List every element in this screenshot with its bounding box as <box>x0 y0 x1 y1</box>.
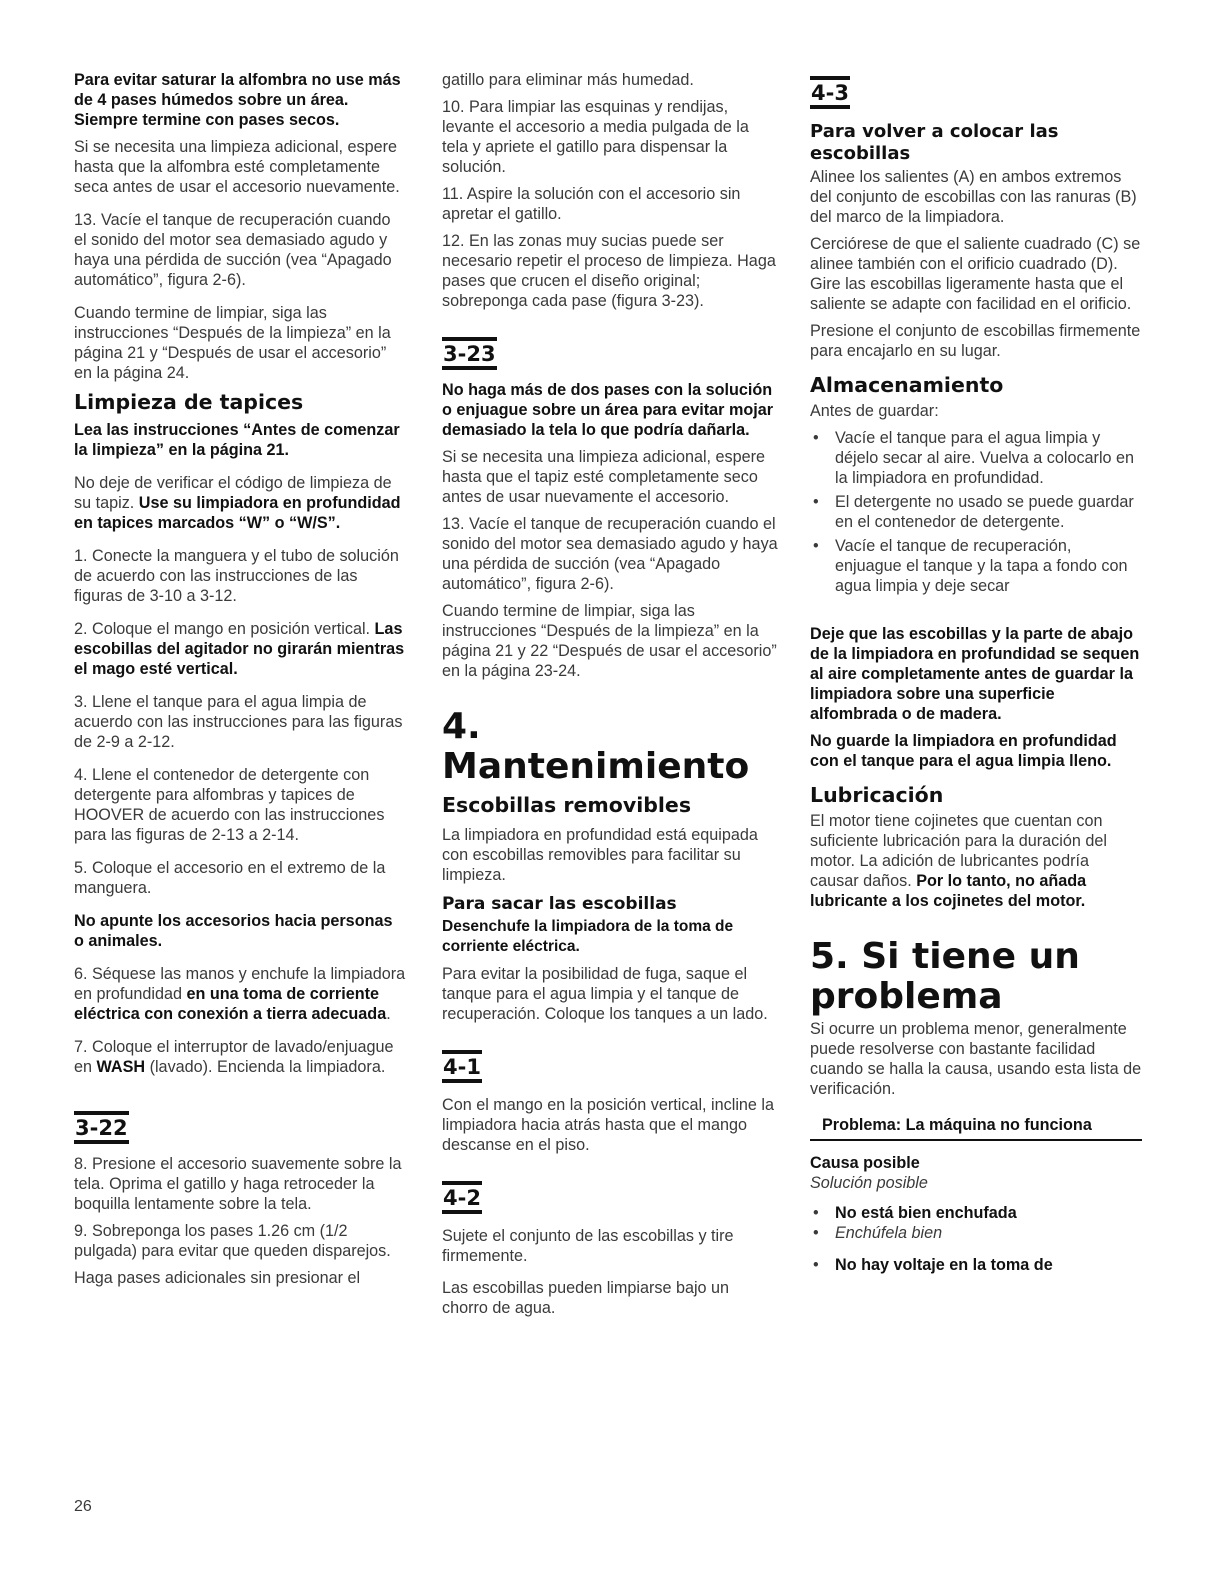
step-5: 5. Coloque el accesorio en el extremo de la manguera. <box>74 859 386 897</box>
figure-label: 4-2 <box>442 1181 482 1214</box>
list-item <box>810 1203 1142 1223</box>
step-6-end: . <box>386 1005 391 1023</box>
step-2-text: 2. Coloque el mango en posición vertical. <box>74 620 375 638</box>
figure-4-2 <box>442 1181 778 1214</box>
paragraph-extra-passes: Haga pases adicionales sin presionar el <box>74 1269 361 1287</box>
storage-list <box>810 428 1142 596</box>
bullet: • <box>813 537 819 555</box>
figure-label: 4-3 <box>810 76 850 109</box>
figure-4-3 <box>810 76 1142 109</box>
step-6 <box>74 964 406 1024</box>
cause-text: No hay voltaje en la toma de <box>835 1256 1053 1274</box>
paragraph-align: Alinee los salientes (A) en ambos extremos del conjunto de escobillas con las ranuras (B) del marco de la limpiadora. <box>810 168 1137 226</box>
paragraph-4-2: Sujete el conjunto de las escobillas y tire firmemente. <box>442 1227 734 1265</box>
paragraph-before-storing: Antes de guardar: <box>810 402 939 420</box>
paragraph-continued: gatillo para eliminar más humedad. <box>442 71 694 89</box>
read-instructions: Lea las instrucciones “Antes de comenzar la limpieza” en la página 21. <box>74 421 400 459</box>
heading-upholstery: Limpieza de tapices <box>74 390 304 414</box>
column-1 <box>74 70 406 1295</box>
list-item-text: Vacíe el tanque de recuperación, enjuague el tanque y la tapa a fondo con agua limpia y deje secar <box>835 537 1128 595</box>
step-2-bold: Las escobillas del agitador no girarán mientras el mago esté vertical. <box>74 620 405 678</box>
step-4: 4. Llene el contenedor de detergente con detergente para alfombras y tapices de HOOVER de acuerdo con las instrucciones para las figuras de 2-13 a 2-14. <box>74 766 385 844</box>
solution-label: Solución posible <box>810 1174 928 1192</box>
problem-header: Problema: La máquina no funciona <box>810 1115 1142 1141</box>
bullet: • <box>813 1224 819 1242</box>
list-item <box>810 428 1142 488</box>
cause-text: No está bien enchufada <box>835 1204 1017 1222</box>
heading-lubrication: Lubricación <box>810 783 944 807</box>
list-item <box>810 1223 1142 1243</box>
warning-wet-passes: Para evitar saturar la alfombra no use más de 4 pases húmedos sobre un área. Siempre termine con pases secos. <box>74 71 401 129</box>
step-1: 1. Conecte la manguera y el tubo de solución de acuerdo con las instrucciones de las figuras de 3-10 a 3-12. <box>74 547 399 605</box>
warning-two-passes: No haga más de dos pases con la solución o enjuague sobre un área para evitar mojar demasiado la tela lo que podría dañarla. <box>442 381 774 439</box>
step-7-end: (lavado). Encienda la limpiadora. <box>145 1058 386 1076</box>
warning-unplug: Desenchufe la limpiadora de la toma de corriente eléctrica. <box>442 918 734 955</box>
heading-removable-brushes: Escobillas removibles <box>442 793 692 817</box>
list-item <box>810 492 1142 532</box>
lubrication-text: El motor tiene cojinetes que cuentan con suficiente lubricación para la duración del motor. La adición de lubricantes podría causar daños. <box>810 812 1107 890</box>
heading-storage: Almacenamiento <box>810 373 1004 397</box>
step-2 <box>74 619 406 679</box>
page-number: 26 <box>74 1498 92 1515</box>
step-7-bold: WASH <box>96 1058 146 1076</box>
figure-label: 3-22 <box>74 1111 129 1144</box>
step-13: 13. Vacíe el tanque de recuperación cuando el sonido del motor sea demasiado agudo y haya una pérdida de succión (vea “Apagado automático”, figura 2-6). <box>74 211 392 289</box>
list-item-text: Vacíe el tanque para el agua limpia y déjelo secar al aire. Vuelva a colocarlo en la limpiadora en profundidad. <box>835 429 1135 487</box>
bullet: • <box>813 1204 819 1222</box>
step-10: 10. Para limpiar las esquinas y rendijas, levante el accesorio a media pulgada de la tela y apriete el gatillo para dispensar la solución. <box>442 98 749 176</box>
figure-label: 4-1 <box>442 1050 482 1083</box>
bullet: • <box>813 429 819 447</box>
paragraph-wash-brushes: Las escobillas pueden limpiarse bajo un chorro de agua. <box>442 1279 730 1317</box>
paragraph-check-code <box>74 473 406 533</box>
step-11: 11. Aspire la solución con el accesorio sin apretar el gatillo. <box>442 185 741 223</box>
lubrication-bold: Por lo tanto, no añada lubricante a los cojinetes del motor. <box>810 872 1087 910</box>
figure-label: 3-23 <box>442 337 497 370</box>
list-item <box>810 536 1142 596</box>
bullet: • <box>813 1256 819 1274</box>
heading-maintenance: 4. Mantenimiento <box>442 706 750 787</box>
paragraph-square: Cerciórese de que el saliente cuadrado (C) se alinee también con el orificio cuadrado (D). Gire las escobillas ligeramente hasta que el saliente se adapte con facilidad en el orificio. <box>810 235 1141 313</box>
step-6-text: 6. Séquese las manos y enchufe la limpiadora en profundidad <box>74 965 406 1003</box>
paragraph-lubrication <box>810 811 1142 911</box>
warning-people: No apunte los accesorios hacia personas o animales. <box>74 912 393 950</box>
warning-full-tank: No guarde la limpiadora en profundidad con el tanque para el agua limpia lleno. <box>810 732 1117 770</box>
step-6-bold: en una toma de corriente eléctrica con conexión a tierra adecuada <box>74 985 387 1023</box>
paragraph-leak: Para evitar la posibilidad de fuga, saque el tanque para el agua limpia y el tanque de recuperación. Coloque los tanques a un lado. <box>442 965 768 1023</box>
warning-dry: Deje que las escobillas y la parte de abajo de la limpiadora en profundidad se sequen al aire completamente antes de guardar la limpiadora sobre una superficie alfombrada o de madera. <box>810 625 1140 723</box>
heading-problem: 5. Si tiene un problema <box>810 936 1080 1017</box>
figure-3-22 <box>74 1111 406 1144</box>
heading-replace-brushes: Para volver a colocar las escobillas <box>810 121 1059 164</box>
paragraph-problem: Si ocurre un problema menor, generalmente puede resolverse con bastante facilidad cuando se halla la causa, usando esta lista de verificación. <box>810 1020 1142 1098</box>
step-13: 13. Vacíe el tanque de recuperación cuando el sonido del motor sea demasiado agudo y haya una pérdida de succión (vea “Apagado automático”, figura 2-6). <box>442 515 778 593</box>
list-item <box>810 1255 1142 1275</box>
step-12: 12. En las zonas muy sucias puede ser necesario repetir el proceso de limpieza. Haga pases que crucen el diseño original; sobreponga cada pase (figura 3-23). <box>442 232 776 310</box>
step-7 <box>74 1037 406 1077</box>
figure-4-1 <box>442 1050 778 1083</box>
check-code-text: No deje de verificar el código de limpieza de su tapiz. <box>74 474 392 512</box>
paragraph-additional-cleaning: Si se necesita una limpieza adicional, espere hasta que el tapiz esté completamente seco antes de usar nuevamente el accesorio. <box>442 448 766 506</box>
troubleshooting-list <box>810 1203 1142 1275</box>
check-code-bold: Use su limpiadora en profundidad en tapices marcados “W” o “W/S”. <box>74 494 401 532</box>
paragraph-when-done: Cuando termine de limpiar, siga las instrucciones “Después de la limpieza” en la página 21 y 22 “Después de usar el accesorio” en la página 23-24. <box>442 602 777 680</box>
column-3 <box>810 70 1142 1282</box>
step-7-text: 7. Coloque el interruptor de lavado/enjuague en <box>74 1038 394 1076</box>
paragraph-additional-cleaning: Si se necesita una limpieza adicional, espere hasta que la alfombra esté completamente seca antes de usar el accesorio nuevamente. <box>74 138 400 196</box>
figure-3-23 <box>442 337 778 370</box>
list-item-text: El detergente no usado se puede guardar en el contenedor de detergente. <box>835 493 1134 531</box>
heading-remove-brushes: Para sacar las escobillas <box>442 894 677 914</box>
column-2 <box>442 70 778 1325</box>
paragraph-when-done: Cuando termine de limpiar, siga las instrucciones “Después de la limpieza” en la página 21 y “Después de usar el accesorio” en la página 24. <box>74 304 391 382</box>
cause-label: Causa posible <box>810 1154 920 1172</box>
solution-text: Enchúfela bien <box>835 1224 943 1242</box>
step-8: 8. Presione el accesorio suavemente sobre la tela. Oprima el gatillo y haga retroceder la boquilla lentamente sobre la tela. <box>74 1155 402 1213</box>
step-9: 9. Sobreponga los pases 1.26 cm (1/2 pulgada) para evitar que queden disparejos. <box>74 1222 391 1260</box>
paragraph-4-1: Con el mango en la posición vertical, incline la limpiadora hacia atrás hasta que el mango descanse en el piso. <box>442 1096 775 1154</box>
paragraph-press: Presione el conjunto de escobillas firmemente para encajarlo en su lugar. <box>810 322 1141 360</box>
paragraph-removable-brushes: La limpiadora en profundidad está equipada con escobillas removibles para facilitar su limpieza. <box>442 826 758 884</box>
step-3: 3. Llene el tanque para el agua limpia de acuerdo con las instrucciones para las figuras de 2-9 a 2-12. <box>74 693 403 751</box>
bullet: • <box>813 493 819 511</box>
